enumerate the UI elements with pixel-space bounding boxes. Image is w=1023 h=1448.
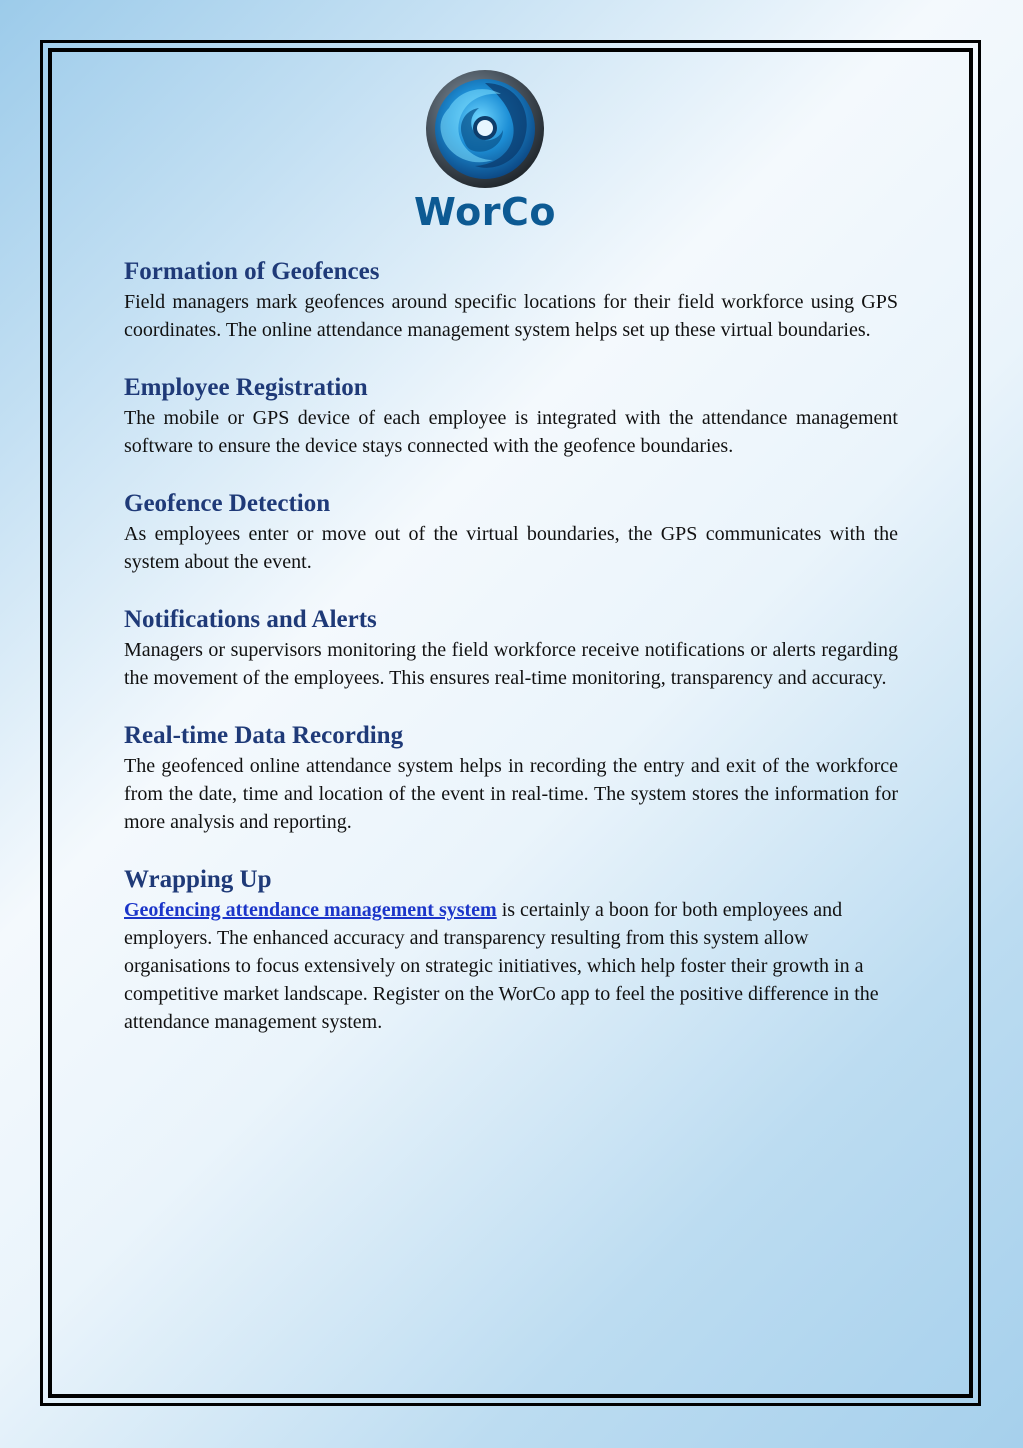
section-heading: Wrapping Up xyxy=(124,866,272,893)
article-content xyxy=(124,256,898,1064)
logo-wordmark: WorCo xyxy=(414,190,556,234)
section-heading: Notifications and Alerts xyxy=(124,606,377,633)
section-body: Managers or supervisors monitoring the field workforce receive notifications or alerts regarding the movement of the employees. This ensures real-time monitoring, transparency and accuracy. xyxy=(124,639,898,689)
section-body: The mobile or GPS device of each employee is integrated with the attendance management software to ensure the device stays connected with the geofence boundaries. xyxy=(124,407,898,457)
section-geofence-detection xyxy=(124,488,898,576)
geofencing-system-link[interactable]: Geofencing attendance management system xyxy=(124,899,497,921)
section-notifications-and-alerts xyxy=(124,604,898,692)
section-body xyxy=(124,896,898,1036)
section-heading: Formation of Geofences xyxy=(124,258,380,285)
swirl-logo-icon xyxy=(405,68,565,190)
section-formation-of-geofences xyxy=(124,256,898,344)
worco-logo xyxy=(405,68,565,238)
section-employee-registration xyxy=(124,372,898,460)
section-heading: Employee Registration xyxy=(124,374,368,401)
section-heading: Real-time Data Recording xyxy=(124,722,404,749)
wrap-up-text: is certainly a boon for both employees and employers. The enhanced accuracy and transparency resulting from this system allow organisations to focus extensively on strategic initiatives, which help foster their growth in a competitive market landscape. Register on the WorCo app to feel the positive difference in the attendance management system. xyxy=(124,899,879,1033)
section-real-time-data-recording xyxy=(124,720,898,836)
section-body: Field managers mark geofences around specific locations for their field workforce using GPS coordinates. The online attendance management system helps set up these virtual boundaries. xyxy=(124,291,898,341)
section-wrapping-up xyxy=(124,864,898,1036)
section-body: As employees enter or move out of the virtual boundaries, the GPS communicates with the system about the event. xyxy=(124,523,898,573)
section-body: The geofenced online attendance system helps in recording the entry and exit of the workforce from the date, time and location of the event in real-time. The system stores the information for more analysis and reporting. xyxy=(124,755,898,833)
section-heading: Geofence Detection xyxy=(124,490,331,517)
